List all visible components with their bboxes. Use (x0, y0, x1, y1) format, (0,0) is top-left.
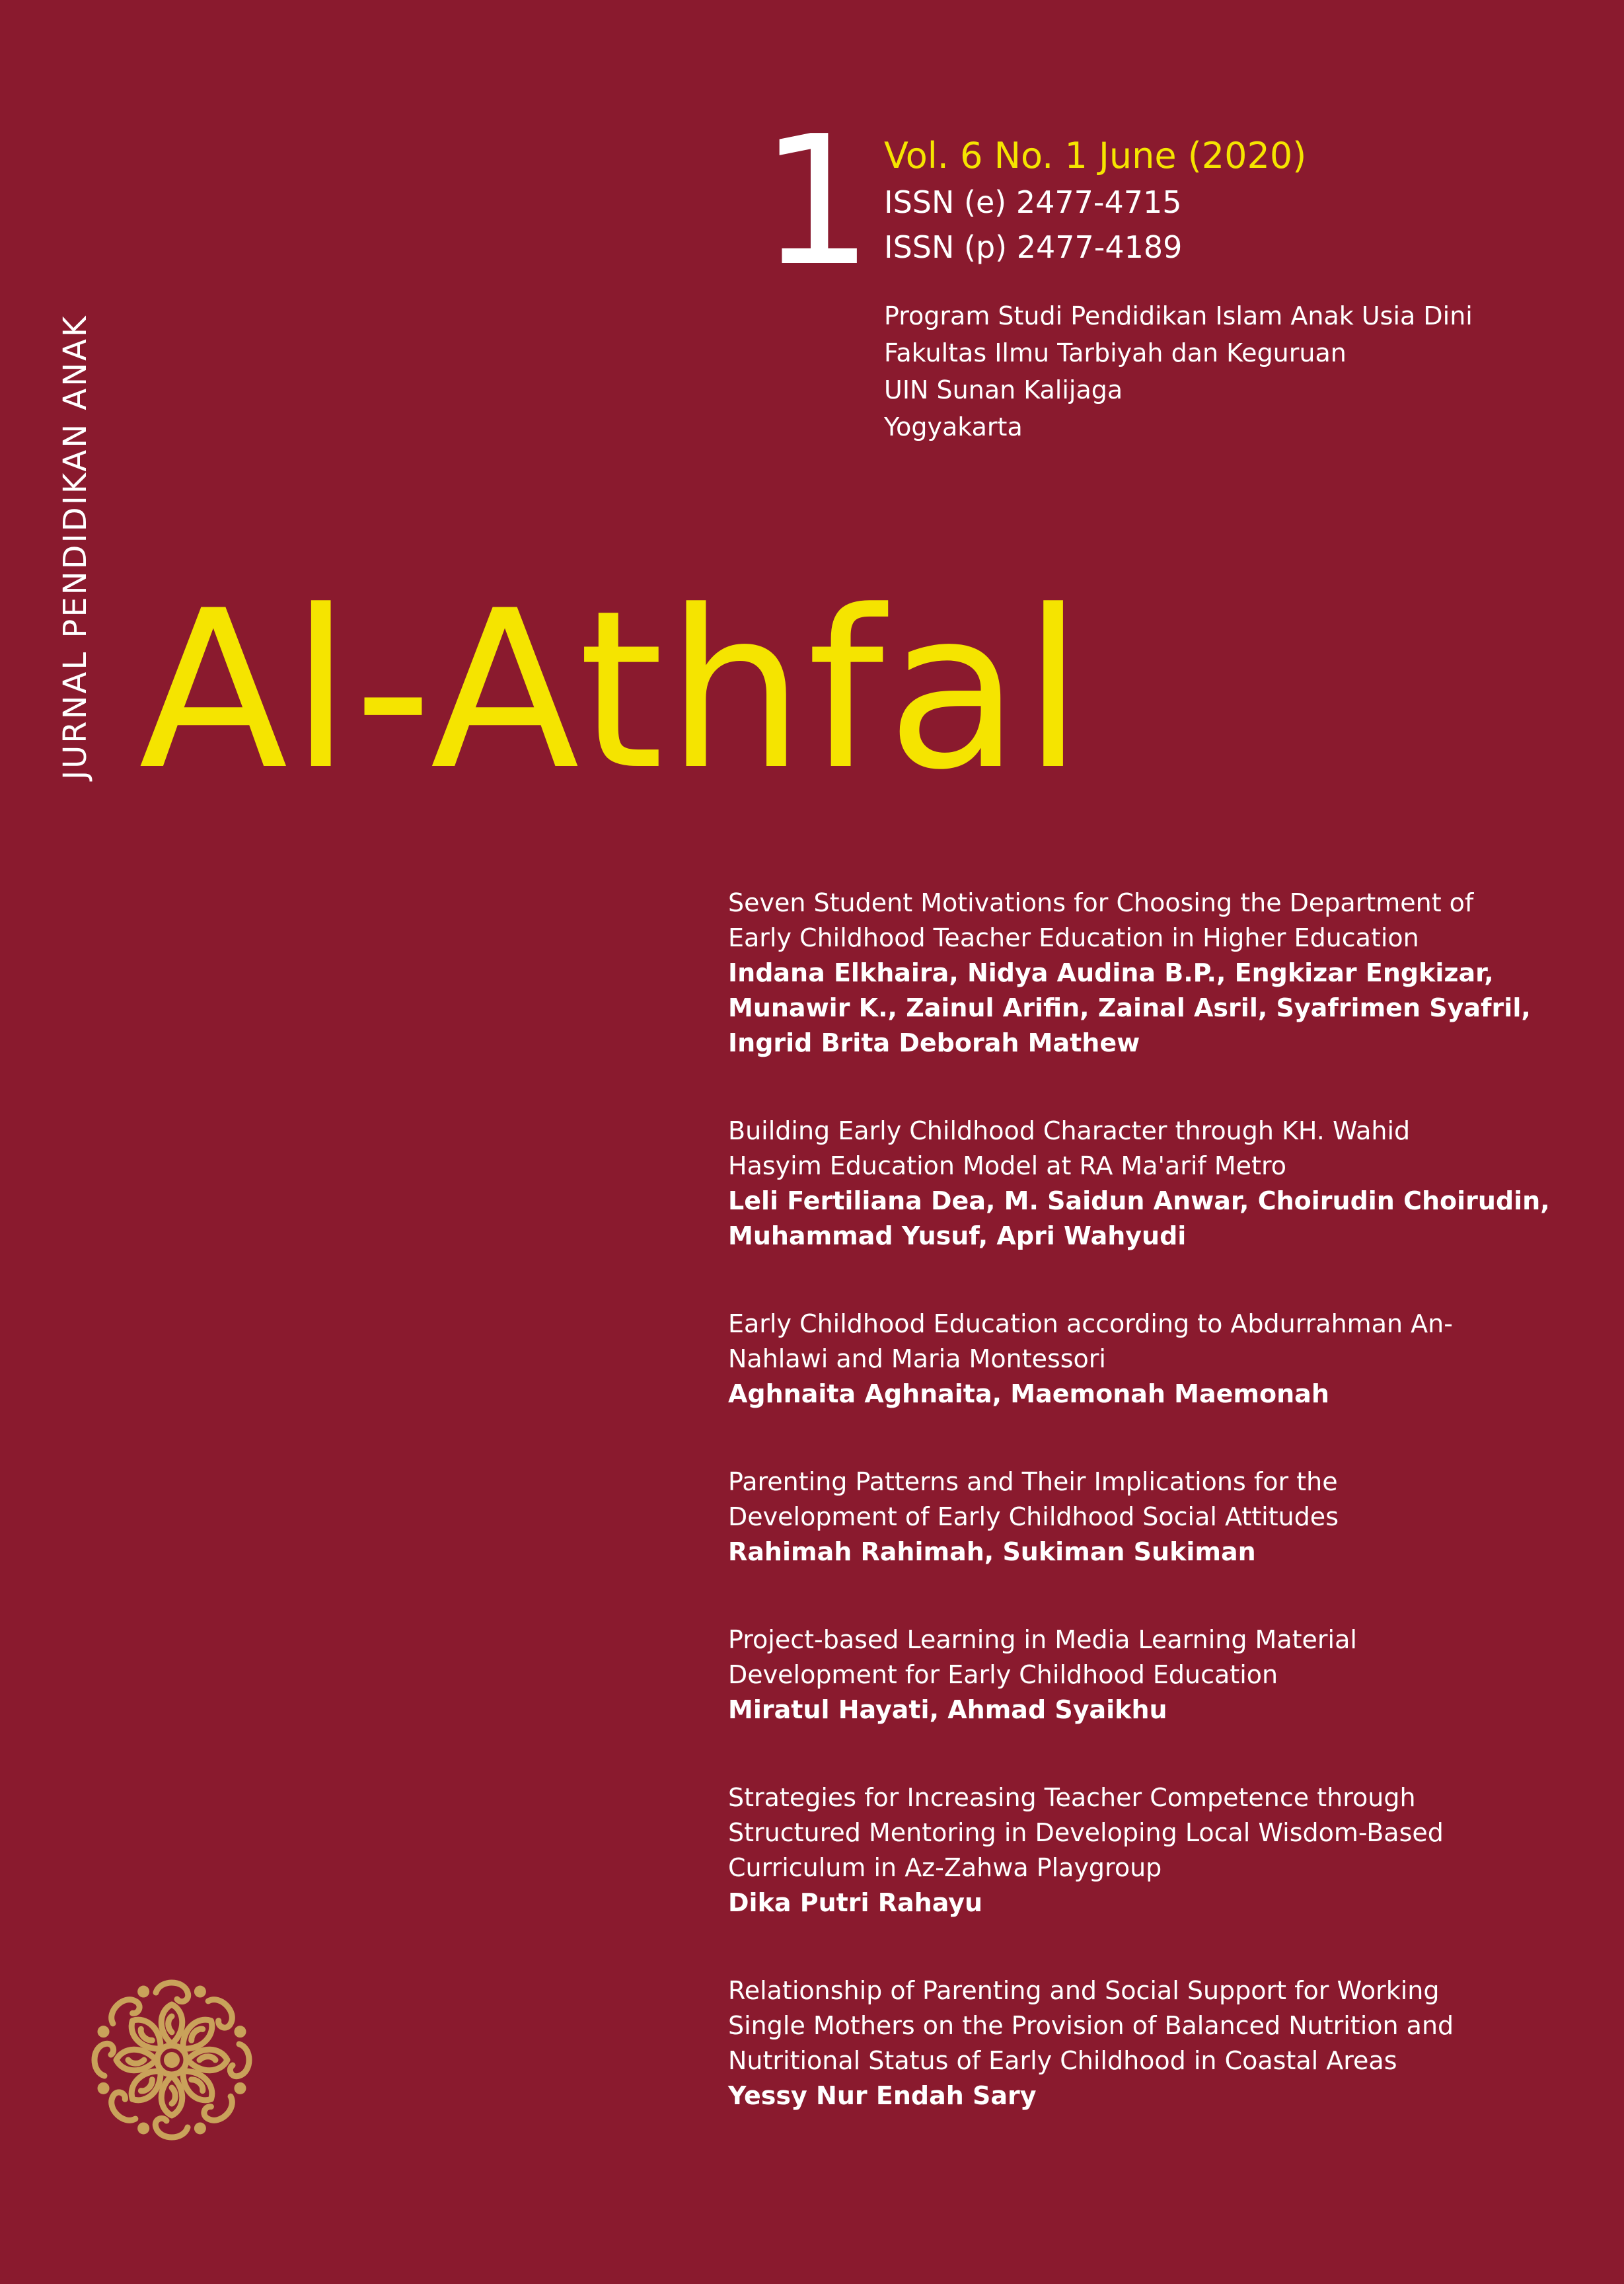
affiliation-line: UIN Sunan Kalijaga (884, 375, 1123, 404)
article-authors-line: Dika Putri Rahayu (728, 1888, 983, 1917)
article-title-line: Early Childhood Teacher Education in Higher Education (728, 923, 1419, 952)
article-entry (728, 1114, 1580, 1254)
article-title-line: Relationship of Parenting and Social Support for Working (728, 1976, 1440, 2005)
article-title-line: Hasyim Education Model at RA Ma'arif Metro (728, 1151, 1286, 1180)
article-authors-line: Leli Fertiliana Dea, M. Saidun Anwar, Choirudin Choirudin, (728, 1186, 1550, 1215)
article-title-line: Seven Student Motivations for Choosing the Department of (728, 888, 1474, 917)
rosette-dot (234, 2082, 246, 2094)
article-title-line: Single Mothers on the Provision of Balanced Nutrition and (728, 2011, 1454, 2040)
ornamental-rosette-icon (78, 1966, 266, 2154)
issn-print: ISSN (p) 2477-4189 (884, 229, 1183, 265)
rosette-dot (137, 1986, 149, 1998)
article-entry (728, 1622, 1580, 1728)
article-authors-line: Ingrid Brita Deborah Mathew (728, 1028, 1140, 1057)
journal-title: Al-Athfal (139, 564, 1086, 818)
rosette-dot (98, 2082, 110, 2094)
rosette-dot (137, 2122, 149, 2134)
article-authors-line: Munawir K., Zainul Arifin, Zainal Asril, Syafrimen Syafril, (728, 993, 1531, 1022)
article-title-line: Project-based Learning in Media Learning Material (728, 1625, 1357, 1654)
article-title-line: Development of Early Childhood Social Attitudes (728, 1502, 1339, 1531)
affiliation-line: Yogyakarta (884, 412, 1023, 441)
article-title-line: Nutritional Status of Early Childhood in Coastal Areas (728, 2046, 1397, 2075)
affiliation-line: Program Studi Pendidikan Islam Anak Usia Dini (884, 301, 1473, 330)
article-entry (728, 1465, 1580, 1570)
article-title-line: Structured Mentoring in Developing Local Wisdom-Based (728, 1818, 1444, 1847)
article-title-line: Development for Early Childhood Education (728, 1660, 1278, 1689)
affiliation (884, 297, 1473, 445)
rosette-svg (78, 1966, 266, 2154)
article-list (728, 886, 1580, 2166)
article-entry (728, 1307, 1580, 1412)
issn-electronic: ISSN (e) 2477-4715 (884, 184, 1182, 220)
header-info (884, 132, 1473, 445)
issue-number: 1 (760, 97, 873, 305)
rosette-dot (194, 1986, 206, 1998)
rosette-dot (194, 2122, 206, 2134)
rosette-dot (98, 2026, 110, 2037)
article-title-line: Building Early Childhood Character through KH. Wahid (728, 1116, 1411, 1145)
article-authors-line: Miratul Hayati, Ahmad Syaikhu (728, 1695, 1167, 1724)
article-title-line: Strategies for Increasing Teacher Competence through (728, 1783, 1416, 1812)
article-title-line: Curriculum in Az-Zahwa Playgroup (728, 1853, 1162, 1882)
volume-line: Vol. 6 No. 1 June (2020) (884, 135, 1307, 176)
article-authors-line: Aghnaita Aghnaita, Maemonah Maemonah (728, 1379, 1329, 1408)
article-title-line: Early Childhood Education according to Abdurrahman An- (728, 1309, 1453, 1338)
article-authors-line: Yessy Nur Endah Sary (728, 2081, 1037, 2110)
article-entry (728, 886, 1580, 1061)
article-title-line: Nahlawi and Maria Montessori (728, 1344, 1106, 1373)
rosette-dot (234, 2026, 246, 2037)
article-authors-line: Indana Elkhaira, Nidya Audina B.P., Engkizar Engkizar, (728, 958, 1494, 987)
article-entry (728, 1780, 1580, 1921)
article-entry (728, 1973, 1580, 2113)
article-authors-line: Rahimah Rahimah, Sukiman Sukiman (728, 1537, 1256, 1566)
article-title-line: Parenting Patterns and Their Implications for the (728, 1467, 1338, 1496)
article-authors-line: Muhammad Yusuf, Apri Wahyudi (728, 1221, 1187, 1250)
journal-label-text: JURNAL PENDIDIKAN ANAK (57, 314, 94, 780)
affiliation-line: Fakultas Ilmu Tarbiyah dan Keguruan (884, 338, 1347, 367)
